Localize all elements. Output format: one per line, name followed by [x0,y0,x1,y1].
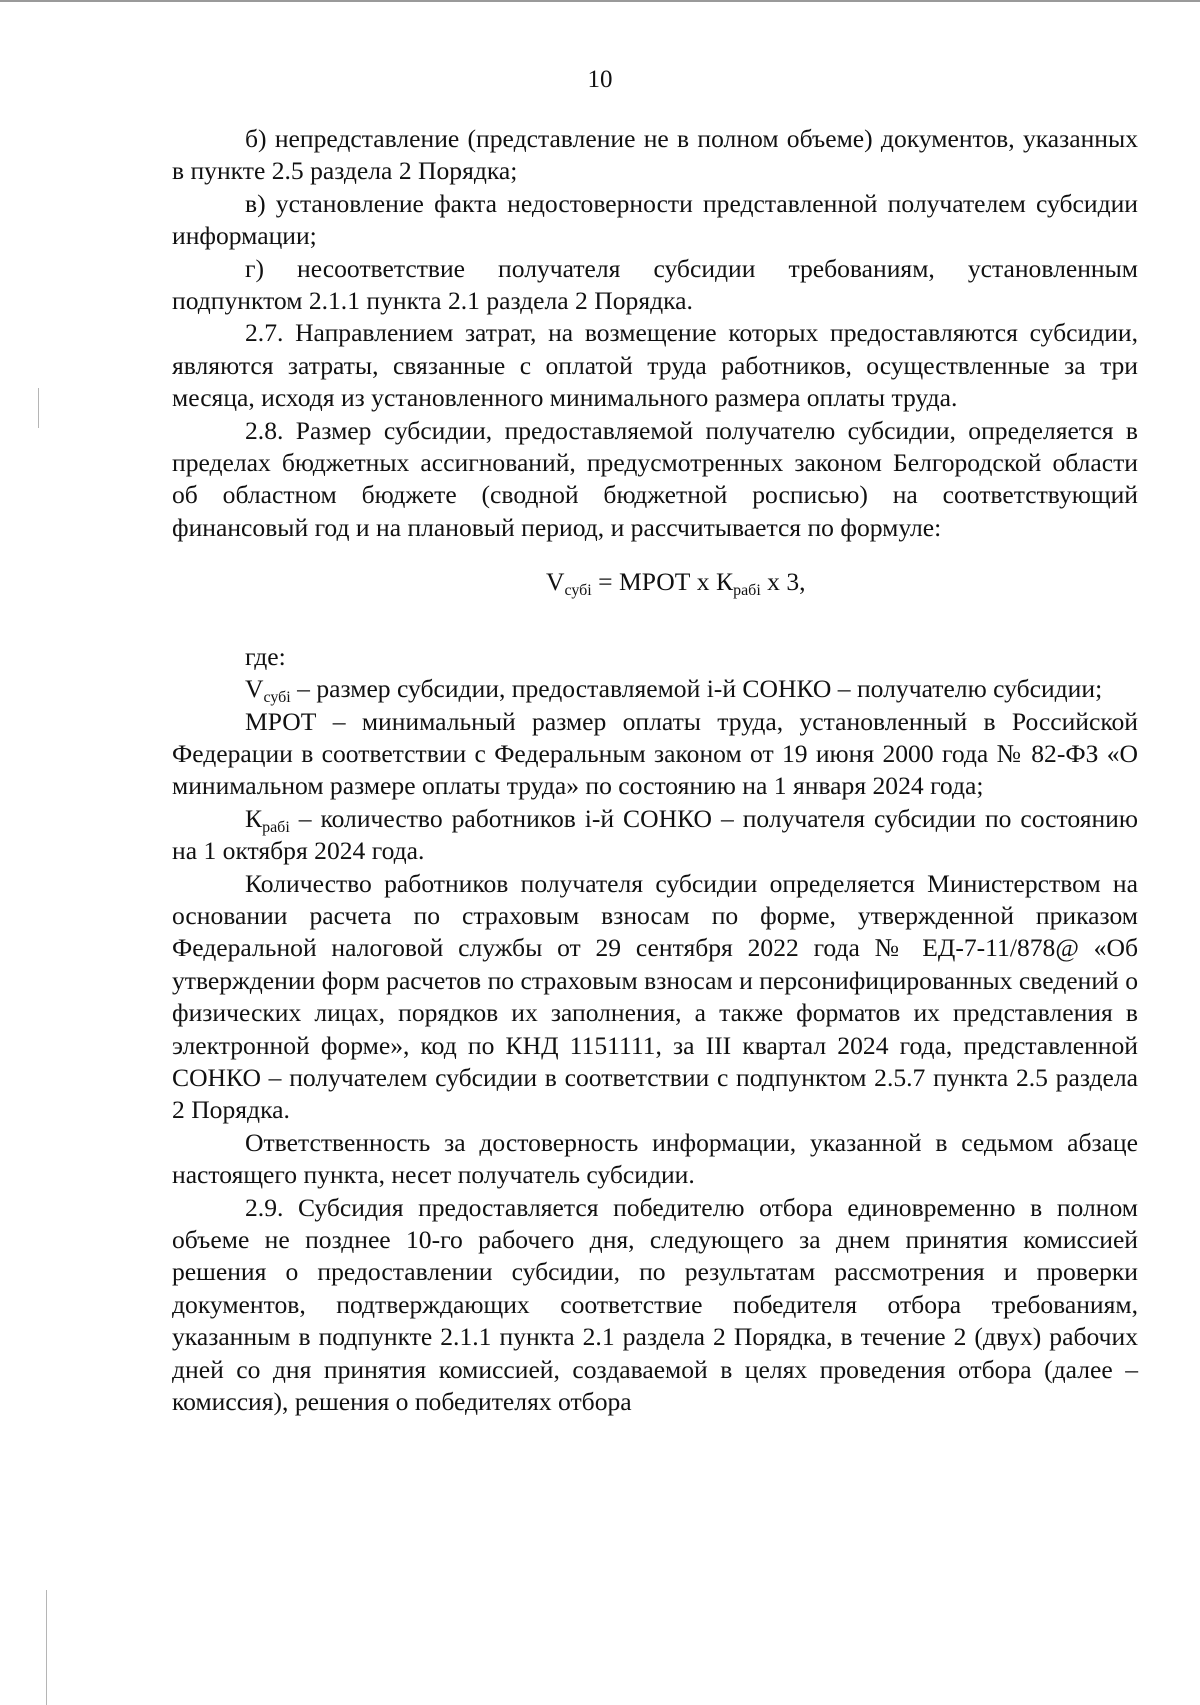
formula-k: К [716,567,734,597]
where-label: где: [245,641,286,671]
paragraph-b: б) непредставление (представление не в полном объеме) документов, указанных в пункте 2.5 раздела 2 Порядка; [172,124,1138,186]
paragraph-responsibility: Ответственность за достоверность информации, указанной в седьмом абзаце настоящего пункта, несет получатель субсидии. [172,1127,1138,1190]
paragraph-g: г) несоответствие получателя субсидии требованиям, установленным подпунктом 2.1.1 пункта 2.1 раздела 2 Порядка. [172,253,1138,316]
def-v-text: – размер субсидии, предоставляемой i-й СОНКО – получателю субсидии; [290,674,1103,704]
paragraph-worker-count: Количество работников получателя субсидии определяется Министерством на основании расчета по страховым взносам по форме, утвержденной приказом Федеральной налоговой службы от 29 сентября 2022 года № ЕД-7-11/878@ «Об утверждении форм расчетов по страховым взносам и персонифицированных сведений о физических лицах, порядков их заполнения, а также форматов их представления в электронной форме», код по КНД 1151111, за III квартал 2024 года, представленной СОНКО – получателем субсидии в соответствии с подпунктом 2.5.7 пункта 2.5 раздела 2 Порядка. [172,868,1138,1125]
paragraph-2-7: 2.7. Направлением затрат, на возмещение которых предоставляются субсидии, являются затраты, связанные с оплатой труда работников, осуществленные за три месяца, исходя из установленного минимального размера оплаты труда. [172,318,1138,413]
page-number: 10 [587,66,613,93]
paragraph-2-8: 2.8. Размер субсидии, предоставляемой получателю субсидии, определяется в пределах бюджетных ассигнований, предусмотренных законом Белгородской области об областном бюджете (сводной бюджетной росписью) на соответствующий финансовый год и на плановый период, и рассчитывается по формуле: [172,415,1138,542]
formula-middle: = МРОТ х [591,567,716,597]
definition-k [172,803,1138,868]
subsidy-formula [172,566,1138,598]
formula-k-subscript: рабi [733,582,761,600]
def-k-text: – количество работников i-й СОНКО – получателя субсидии по состоянию на 1 октября 2024 года. [172,803,1138,866]
formula-v: V [546,567,565,597]
def-v-symbol: V [245,674,264,704]
paragraph-2-9: 2.9. Субсидия предоставляется победителю отбора единовременно в полном объеме не позднее 10-го рабочего дня, следующего за днем принятия комиссией решения о предоставлении субсидии, по результатам рассмотрения и проверки документов, подтверждающих соответствие победителя отбора требованиям, указанным в подпункте 2.1.1 пункта 2.1 раздела 2 Порядка, в течение 2 (двух) рабочих дней со дня принятия комиссией, создаваемой в целях проведения отбора (далее – комиссия), решения о победителях отбора [172,1192,1138,1417]
paragraph-v: в) установление факта недостоверности представленной получателем субсидии информации; [172,188,1138,251]
def-k-symbol: К [245,803,263,833]
definition-v [172,673,1138,705]
formula-end: х 3, [760,567,806,597]
definition-mrot: МРОТ – минимальный размер оплаты труда, установленный в Российской Федерации в соответствии с Федеральным законом от 19 июня 2000 года № 82-ФЗ «О минимальном размере оплаты труда» по состоянию на 1 января 2024 года; [172,706,1138,801]
formula-v-subscript: субi [564,582,592,600]
scan-mark-left [38,388,39,428]
def-v-subscript: субi [263,689,291,707]
def-k-subscript: рабi [262,818,290,836]
scan-mark-bottom-left [46,1590,47,1705]
top-border-line [0,0,1200,2]
document-body [172,123,1138,1418]
